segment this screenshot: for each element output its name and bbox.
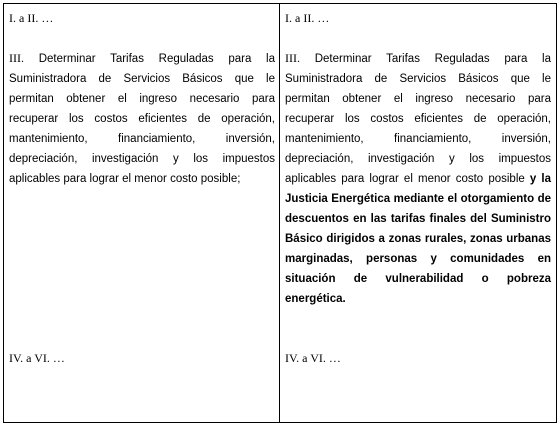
- section-tail-right: IV. a VI. …: [285, 351, 341, 365]
- fraction-iii-body-left: Determinar Tarifas Reguladas para la Suministradora de Servicios Básicos que le permitan obtener el ingreso necesario para recuperar los costos eficientes de operación, mantenimiento, financiamiento, inversión, depreciación, investigación y los impuestos aplicables para lograr el menor costo posible;: [9, 53, 275, 185]
- fraction-iii-left: [9, 48, 275, 189]
- current-text-column: [4, 4, 280, 422]
- comparison-table: [3, 3, 557, 423]
- section-tail-left: IV. a VI. …: [9, 351, 65, 365]
- fraction-iii-lead-left: III.: [9, 51, 24, 65]
- fraction-iii-lead-right: III.: [285, 51, 300, 65]
- section-head-right: I. a II. …: [285, 11, 330, 25]
- fraction-iii-right: [285, 48, 551, 309]
- fraction-iii-addition-right: y la Justicia Energética mediante el otorgamiento de descuentos en las tarifas finales del Suministro Básico dirigidos a zonas rurales, zonas urbanas marginadas, personas y comunidades en situación de vulnerabilidad o pobreza energética.: [285, 173, 551, 305]
- section-head-left: I. a II. …: [9, 11, 54, 25]
- fraction-iii-body-right: Determinar Tarifas Reguladas para la Suministradora de Servicios Básicos que le permitan obtener el ingreso necesario para recuperar los costos eficientes de operación, mantenimiento, financiamiento, inversión, depreciación, investigación y los impuestos aplicables para lograr el menor costo posible: [285, 53, 551, 185]
- proposed-text-column: [280, 4, 555, 422]
